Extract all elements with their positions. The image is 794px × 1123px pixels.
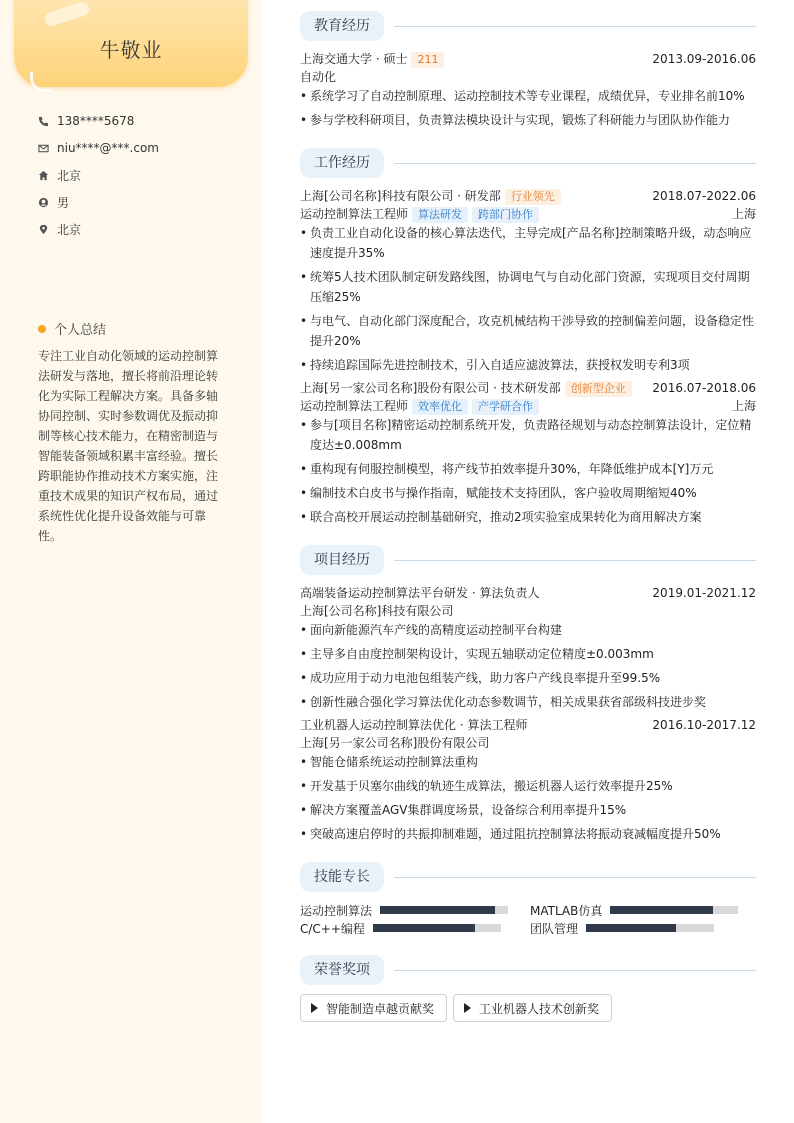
summary-heading <box>38 319 106 338</box>
summary-title: 个人总结 <box>54 323 107 338</box>
section-divider <box>394 163 756 164</box>
list-item: • 开发基于贝塞尔曲线的轨迹生成算法，搬运机器人运行效率提升25% <box>300 776 756 796</box>
bullet-dot-icon <box>38 325 46 333</box>
work-city: 上海 <box>731 207 756 221</box>
list-item: • 面向新能源汽车产线的高精度运动控制平台构建 <box>300 620 756 640</box>
project-company: 上海[另一家公司名称]股份有限公司 <box>300 736 490 750</box>
role-tag: 跨部门协作 <box>472 207 539 223</box>
skill-bar <box>373 924 501 932</box>
skill-item <box>530 902 738 918</box>
role-tag: 效率优化 <box>412 399 468 415</box>
phone-icon <box>38 116 49 127</box>
phone-text: 138****5678 <box>57 114 135 128</box>
section-title: 教育经历 <box>300 11 384 41</box>
home-icon <box>38 170 49 181</box>
company-name: 上海[公司名称]科技有限公司 · 研发部 <box>300 189 501 203</box>
list-item: • 负责工业自动化设备的核心算法迭代，主导完成[产品名称]控制策略升级，动态响应速度提升35% <box>300 223 756 263</box>
skill-name: 团队管理 <box>530 921 579 936</box>
award-badge <box>300 994 447 1022</box>
sidebar <box>0 0 262 1123</box>
list-item: • 参与学校科研项目，负责算法模块设计与实现，锻炼了科研能力与团队协作能力 <box>300 110 756 130</box>
role-name: 运动控制算法工程师 <box>300 399 409 413</box>
section-divider <box>394 560 756 561</box>
work-header <box>300 188 756 204</box>
contact-phone <box>38 114 134 128</box>
skill-bar <box>380 906 508 914</box>
work-role <box>300 398 756 414</box>
role-name: 运动控制算法工程师 <box>300 207 409 221</box>
award-badge <box>453 994 612 1022</box>
list-item: • 系统学习了自动控制原理、运动控制技术等专业课程，成绩优异，专业排名前10% <box>300 86 756 106</box>
list-item: • 智能仓储系统运动控制算法重构 <box>300 752 756 772</box>
work-city: 上海 <box>731 399 756 413</box>
skill-item <box>300 902 508 918</box>
section-title: 项目经历 <box>300 545 384 575</box>
candidate-name: 牛敬业 <box>99 38 163 62</box>
school-tag: 211 <box>411 52 444 68</box>
project-title: 高端装备运动控制算法平台研发 · 算法负责人 <box>300 586 540 600</box>
project-title: 工业机器人运动控制算法优化 · 算法工程师 <box>300 718 528 732</box>
list-item: • 创新性融合强化学习算法优化动态参数调节，相关成果获省部级科技进步奖 <box>300 692 756 712</box>
project-header <box>300 585 756 601</box>
decorative-curve <box>30 72 52 92</box>
skill-name: C/C++编程 <box>300 921 365 936</box>
contact-residence <box>38 168 81 182</box>
award-name: 智能制造卓越贡献奖 <box>326 1001 435 1016</box>
list-item: • 主导多自由度控制架构设计，实现五轴联动定位精度±0.003mm <box>300 644 756 664</box>
location-icon <box>38 224 49 235</box>
list-item: • 参与[项目名称]精密运动控制系统开发，负责路径规划与动态控制算法设计，定位精度达±0.008mm <box>300 415 756 455</box>
section-work <box>300 147 756 179</box>
role-tag: 算法研发 <box>412 207 468 223</box>
project-date: 2019.01-2021.12 <box>652 586 756 600</box>
education-header <box>300 51 756 67</box>
section-divider <box>394 877 756 878</box>
list-item: • 持续追踪国际先进控制技术，引入自适应滤波算法，获授权发明专利3项 <box>300 355 756 375</box>
skill-name: 运动控制算法 <box>300 903 373 918</box>
list-item: • 重构现有伺服控制模型，将产线节拍效率提升30%，年降低维护成本[Y]万元 <box>300 459 756 479</box>
section-projects <box>300 544 756 576</box>
education-major: 自动化 <box>300 70 337 84</box>
list-item: • 成功应用于动力电池包组装产线，助力客户产线良率提升至99.5% <box>300 668 756 688</box>
play-triangle-icon <box>311 1003 318 1013</box>
summary-text: 专注工业自动化领域的运动控制算法研发与落地，擅长将前沿理论转化为实际工程解决方案。具备多轴协同控制、实时参数调优及振动抑制等核心技术能力，在精密制造与智能装备领域积累丰富经验。擅长跨职能协作推动技术方案实施，注重技术成果的知识产权布局，通过系统性优化提升设备效能与可靠性。 <box>38 349 219 543</box>
award-name: 工业机器人技术创新奖 <box>479 1001 600 1016</box>
skill-bar <box>610 906 738 914</box>
skill-bar-fill <box>586 924 676 932</box>
work-header <box>300 380 756 396</box>
list-item: • 与电气、自动化部门深度配合，攻克机械结构干涉导致的控制偏差问题，设备稳定性提升20% <box>300 311 756 351</box>
company-name: 上海[另一家公司名称]股份有限公司 · 技术研发部 <box>300 381 561 395</box>
company-tag: 行业领先 <box>505 189 561 205</box>
work-date: 2016.07-2018.06 <box>652 381 756 395</box>
section-title: 技能专长 <box>300 862 384 892</box>
decorative-shine <box>43 0 91 28</box>
residence-text: 北京 <box>57 168 82 183</box>
skill-bar <box>586 924 714 932</box>
location-text: 北京 <box>57 222 82 237</box>
gender-icon <box>38 197 49 208</box>
contact-gender <box>38 195 69 209</box>
section-divider <box>394 26 756 27</box>
section-skills <box>300 861 756 893</box>
list-item: • 统筹5人技术团队制定研发路线图，协调电气与自动化部门资源，实现项目交付周期压缩25% <box>300 267 756 307</box>
contact-email <box>38 141 159 155</box>
project-date: 2016.10-2017.12 <box>652 718 756 732</box>
section-title: 荣誉奖项 <box>300 955 384 985</box>
section-honors <box>300 954 756 986</box>
gender-text: 男 <box>57 195 70 210</box>
section-divider <box>394 970 756 971</box>
email-icon <box>38 143 49 154</box>
skill-item <box>300 920 501 936</box>
list-item: • 解决方案覆盖AGV集群调度场景，设备综合利用率提升15% <box>300 800 756 820</box>
skill-bar-fill <box>380 906 495 914</box>
skill-name: MATLAB仿真 <box>530 903 603 918</box>
work-date: 2018.07-2022.06 <box>652 189 756 203</box>
skill-bar-fill <box>610 906 712 914</box>
section-title: 工作经历 <box>300 148 384 178</box>
education-date: 2013.09-2016.06 <box>652 52 756 66</box>
list-item: • 突破高速启停时的共振抑制难题，通过阻抗控制算法将振动衰减幅度提升50% <box>300 824 756 844</box>
school-name: 上海交通大学 · 硕士 <box>300 52 408 66</box>
skill-item <box>530 920 714 936</box>
list-item: • 编制技术白皮书与操作指南，赋能技术支持团队，客户验收周期缩短40% <box>300 483 756 503</box>
section-education <box>300 10 756 42</box>
role-tag: 产学研合作 <box>472 399 539 415</box>
play-triangle-icon <box>464 1003 471 1013</box>
work-role <box>300 206 756 222</box>
contact-location <box>38 222 81 236</box>
company-tag: 创新型企业 <box>565 381 632 397</box>
skill-bar-fill <box>373 924 475 932</box>
project-company: 上海[公司名称]科技有限公司 <box>300 604 454 618</box>
name-card <box>14 0 248 87</box>
list-item: • 联合高校开展运动控制基础研究，推动2项实验室成果转化为商用解决方案 <box>300 507 756 527</box>
project-header <box>300 717 756 733</box>
email-text: niu****@***.com <box>57 141 159 155</box>
